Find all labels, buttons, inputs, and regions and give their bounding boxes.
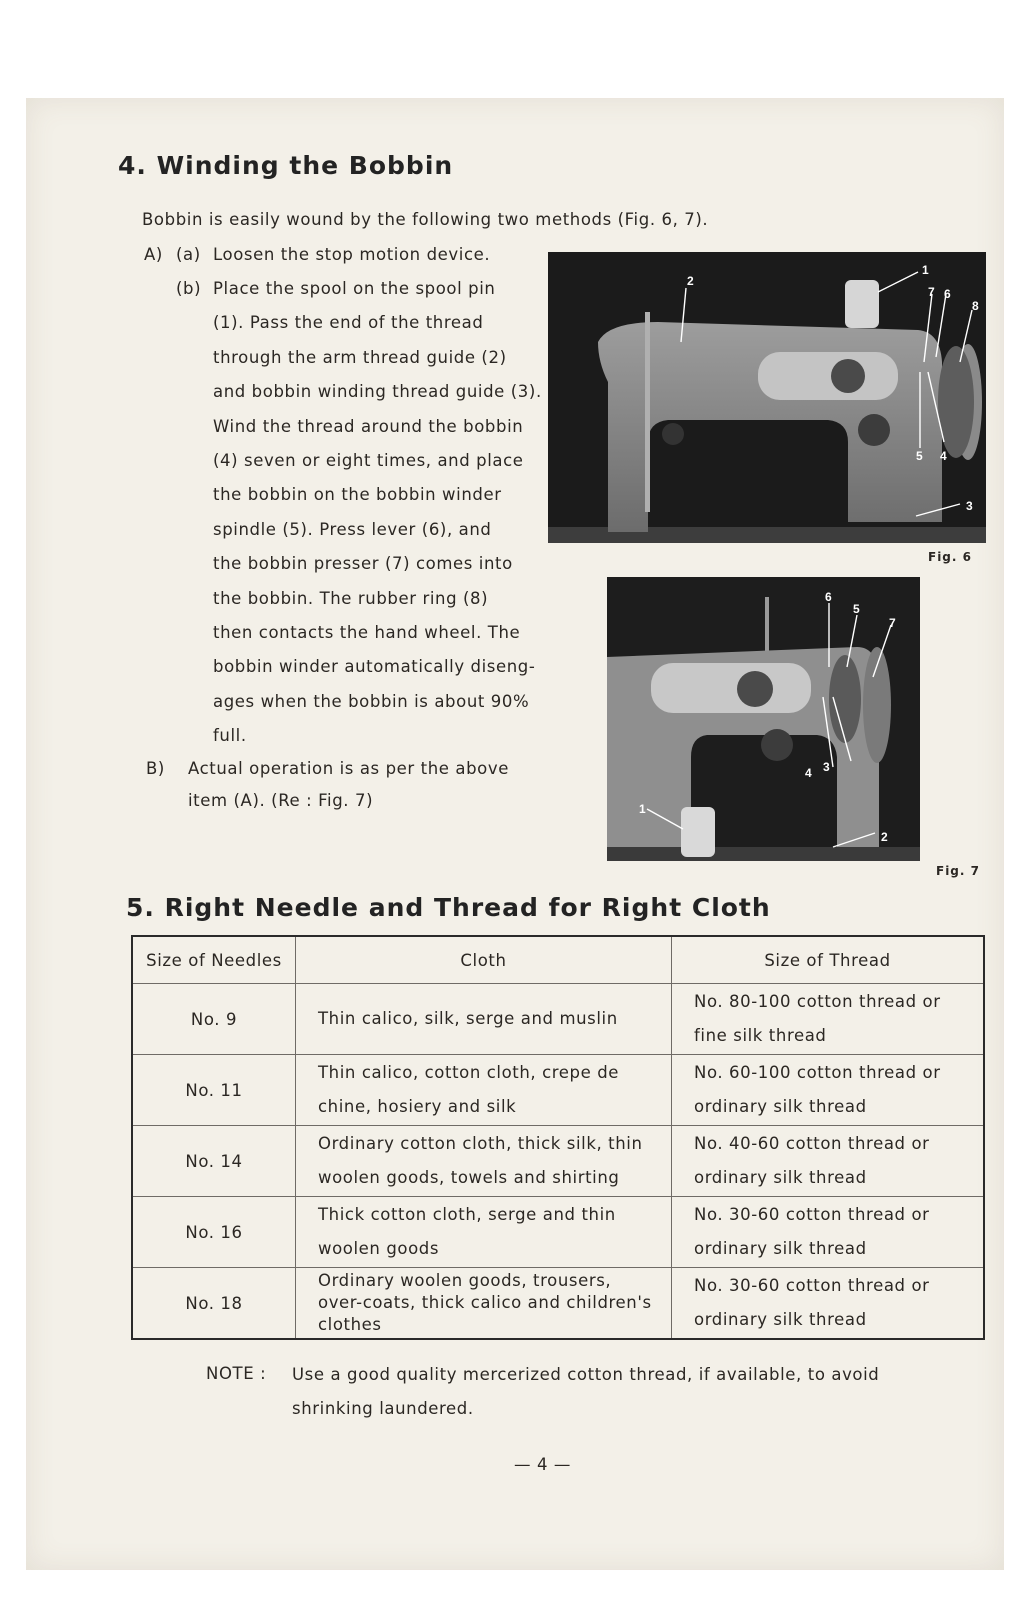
fig7-callout: 3 [823, 760, 830, 774]
fig7-callout: 7 [889, 616, 896, 630]
table-row [132, 984, 984, 1055]
fig-6-caption: Fig. 6 [928, 550, 972, 564]
instruction-line: and bobbin winding thread guide (3). [213, 382, 542, 402]
winding-instructions [213, 279, 542, 760]
table-row [132, 1126, 984, 1197]
fig6-callout: 1 [922, 263, 929, 277]
item-a-a-label: (a) [176, 245, 201, 264]
note-line-1: Use a good quality mercerized cotton thread, if available, to avoid [292, 1365, 880, 1384]
fig6-callout: 4 [940, 449, 947, 463]
instruction-line: ages when the bobbin is about 90% [213, 691, 530, 711]
thread-size: No. 60-100 cotton thread or ordinary silk thread [672, 1055, 985, 1126]
item-a-b-label: (b) [176, 279, 202, 298]
cloth-type: Thick cotton cloth, serge and thin woolen goods [296, 1197, 672, 1268]
header-size-of-thread: Size of Thread [672, 936, 985, 984]
fig-6-photo [548, 252, 986, 543]
cloth-type: Ordinary cotton cloth, thick silk, thin woolen goods, towels and shirting [296, 1126, 672, 1197]
section-4-title: 4. Winding the Bobbin [118, 151, 454, 180]
instruction-line: the bobbin on the bobbin winder [213, 485, 502, 505]
table-row [132, 1055, 984, 1126]
instruction-line: full. [213, 726, 247, 746]
fig6-callout: 6 [944, 287, 951, 301]
fig-7-caption: Fig. 7 [936, 864, 980, 878]
needle-size: No. 16 [132, 1197, 296, 1268]
fig6-callout: 8 [972, 299, 979, 313]
item-b-label: B) [146, 759, 165, 778]
thread-size: No. 40-60 cotton thread or ordinary silk thread [672, 1126, 985, 1197]
fig6-callout: 7 [928, 285, 935, 299]
thread-size: No. 30-60 cotton thread or ordinary silk thread [672, 1197, 985, 1268]
note-line-2: shrinking laundered. [292, 1399, 474, 1418]
item-a-label: A) [144, 245, 163, 264]
fig7-callout: 2 [881, 830, 888, 844]
instruction-line: the bobbin. The rubber ring (8) [213, 588, 489, 608]
cloth-type: Thin calico, cotton cloth, crepe de chine, hosiery and silk [296, 1055, 672, 1126]
fig7-callout: 1 [639, 802, 646, 816]
fig6-callout: 5 [916, 449, 923, 463]
cloth-type: Thin calico, silk, serge and muslin [296, 984, 672, 1055]
instruction-line: spindle (5). Press lever (6), and [213, 519, 492, 539]
instruction-line: Place the spool on the spool pin [213, 279, 496, 298]
needle-thread-table [131, 935, 985, 1340]
instruction-line: then contacts the hand wheel. The [213, 622, 521, 642]
needle-size: No. 11 [132, 1055, 296, 1126]
cloth-type: Ordinary woolen goods, trousers, over-coats, thick calico and children's clothes [296, 1268, 672, 1340]
instruction-line: bobbin winder automatically diseng- [213, 657, 536, 677]
header-size-of-needles: Size of Needles [132, 936, 296, 984]
instruction-line: (4) seven or eight times, and place [213, 450, 524, 470]
needle-size: No. 18 [132, 1268, 296, 1340]
header-cloth: Cloth [296, 936, 672, 984]
table-row [132, 1268, 984, 1340]
section-4-intro: Bobbin is easily wound by the following two methods (Fig. 6, 7). [142, 210, 709, 229]
table-row [132, 1197, 984, 1268]
thread-size: No. 80-100 cotton thread or fine silk thread [672, 984, 985, 1055]
item-b-line-1: Actual operation is as per the above [188, 759, 509, 778]
instruction-line: (1). Pass the end of the thread [213, 313, 484, 333]
thread-size: No. 30-60 cotton thread or ordinary silk thread [672, 1268, 985, 1340]
item-b-line-2: item (A). (Re : Fig. 7) [188, 791, 374, 810]
table-header-row [132, 936, 984, 984]
note-label: NOTE : [206, 1364, 267, 1383]
fig7-callout: 5 [853, 602, 860, 616]
fig6-callout: 3 [966, 499, 973, 513]
fig-7-photo [607, 577, 920, 861]
instruction-line: Wind the thread around the bobbin [213, 416, 524, 436]
page-number: — 4 — [514, 1455, 571, 1474]
needle-size: No. 9 [132, 984, 296, 1055]
instruction-line: the bobbin presser (7) comes into [213, 554, 513, 574]
section-5-title: 5. Right Needle and Thread for Right Cloth [126, 893, 771, 922]
item-a-a-text: Loosen the stop motion device. [213, 245, 491, 264]
needle-size: No. 14 [132, 1126, 296, 1197]
fig7-callout: 4 [805, 766, 812, 780]
fig7-callout: 6 [825, 590, 832, 604]
fig6-callout: 2 [687, 274, 694, 288]
instruction-line: through the arm thread guide (2) [213, 347, 507, 367]
